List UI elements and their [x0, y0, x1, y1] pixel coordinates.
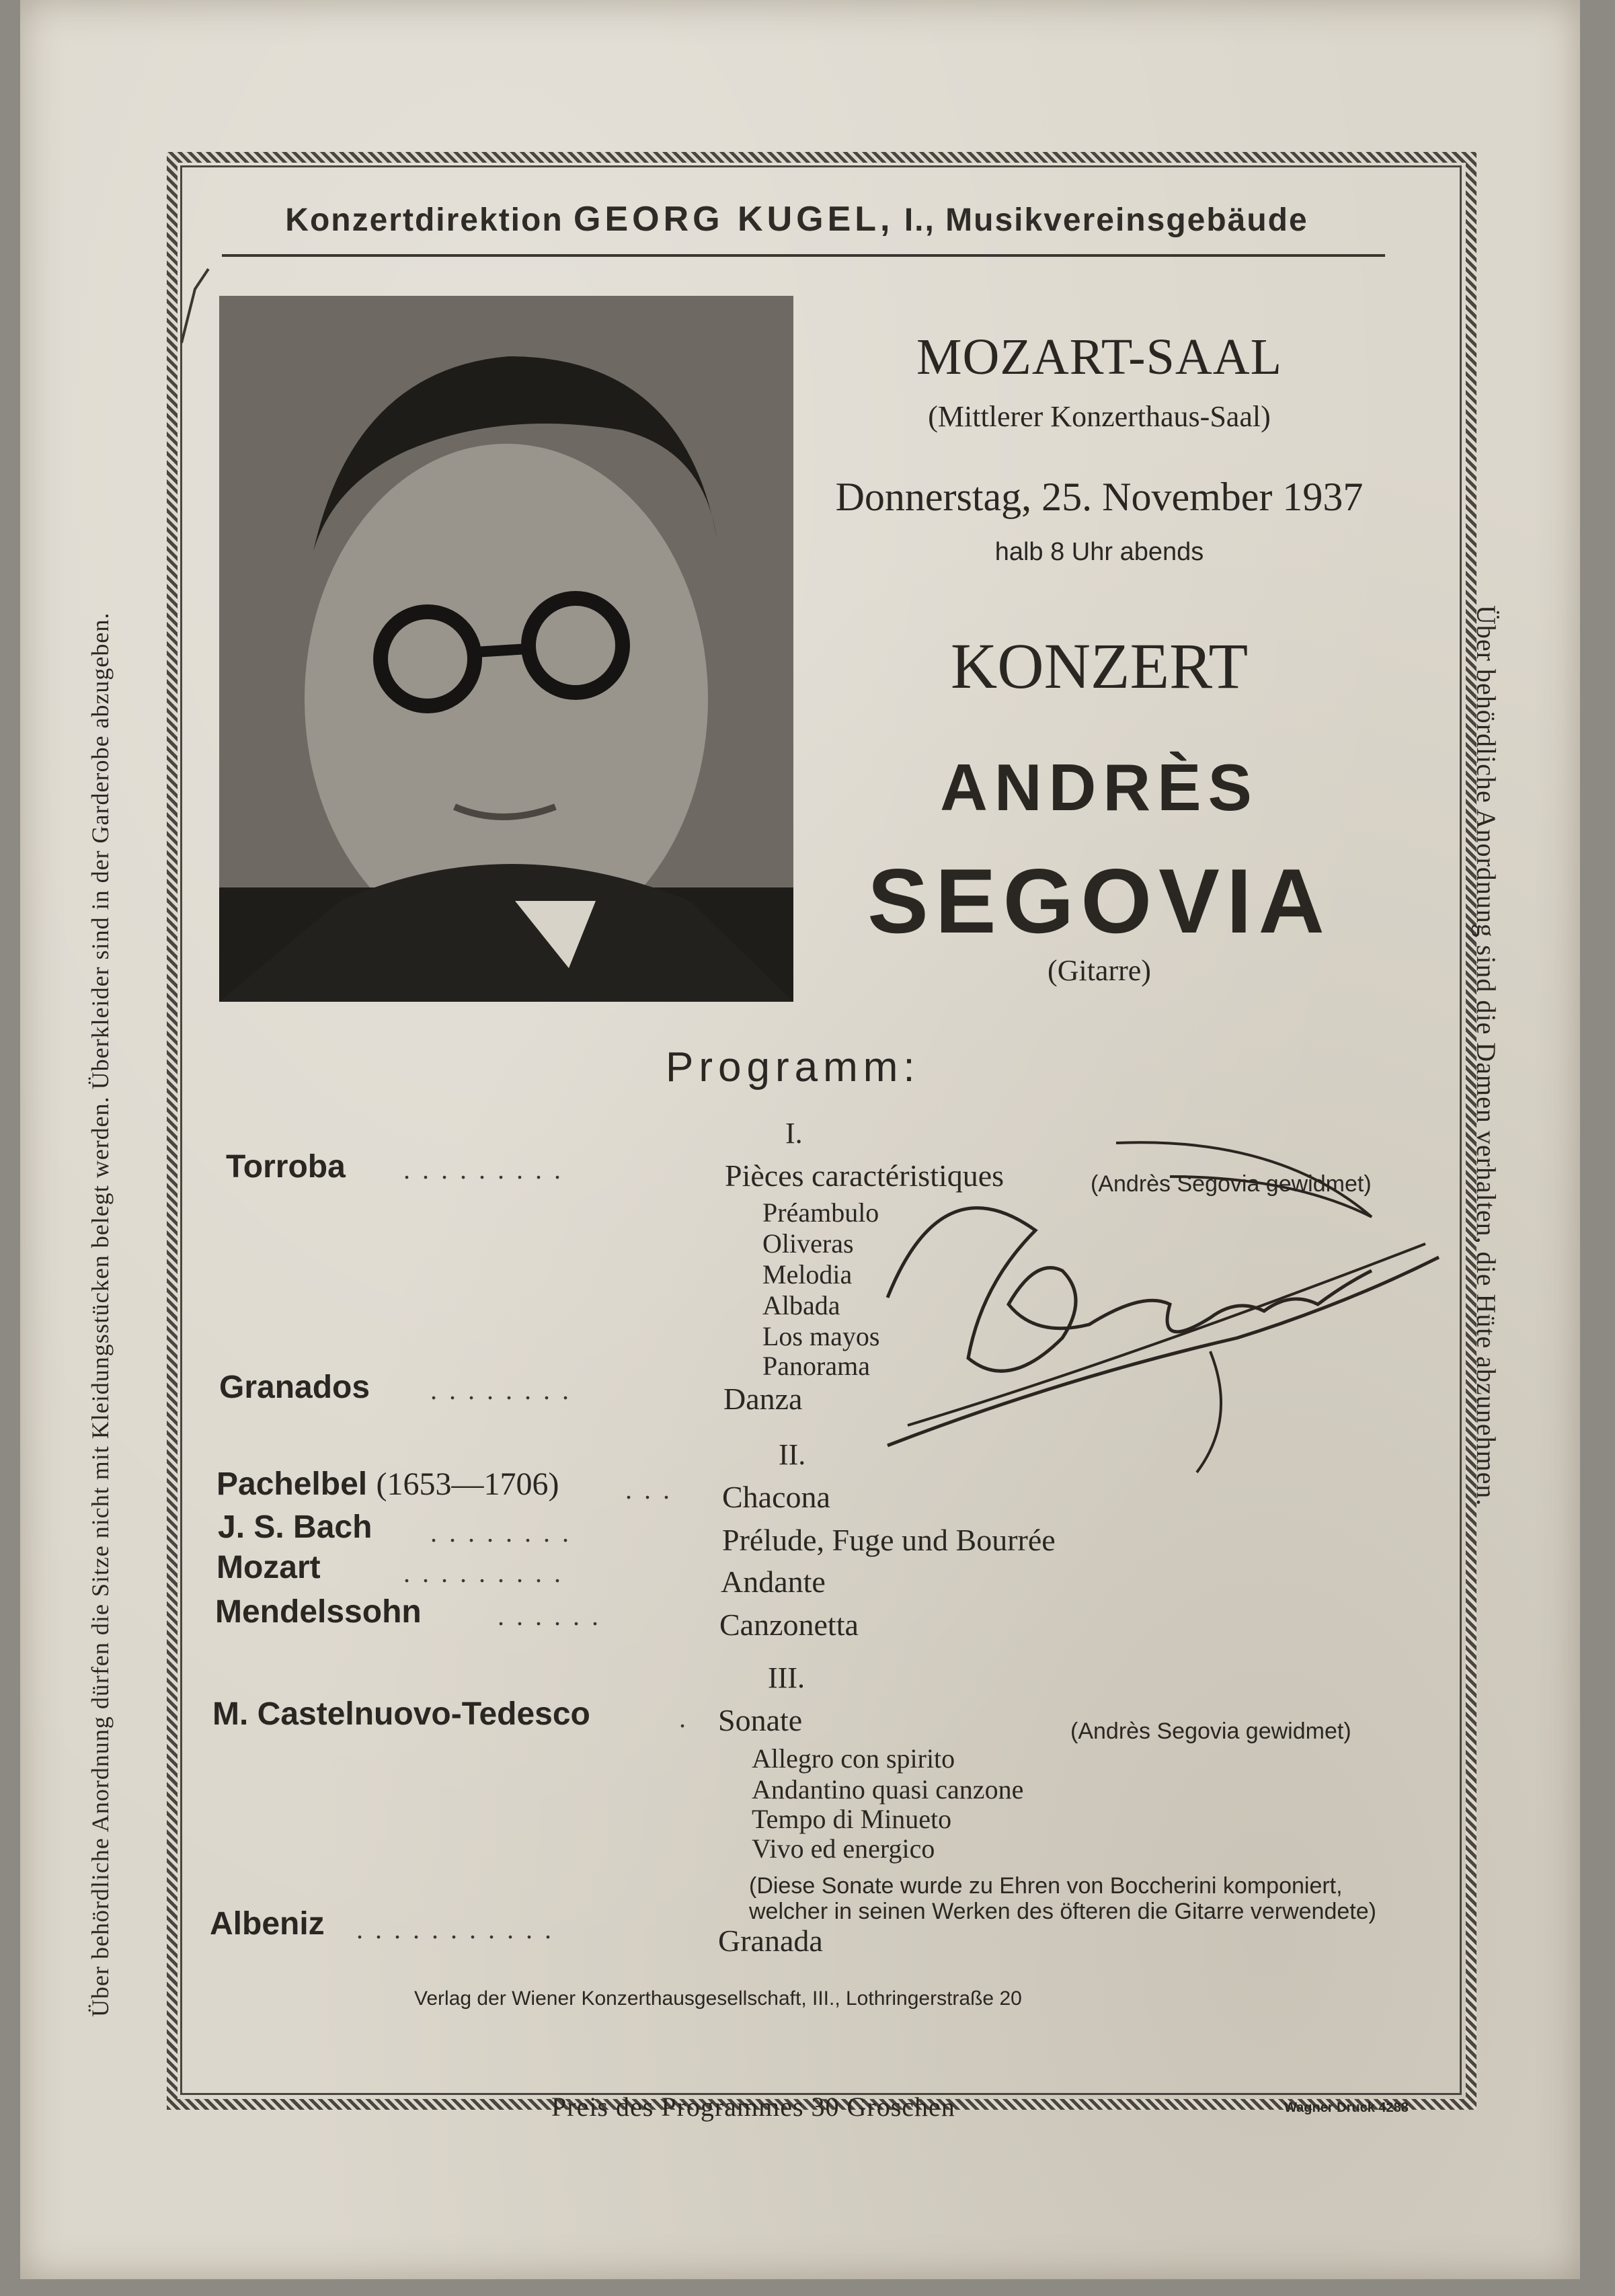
section-numeral-2: II. — [779, 1438, 806, 1471]
autograph-signature — [861, 1136, 1466, 1486]
program-title: Programm: — [666, 1044, 920, 1091]
header-name: GEORG KUGEL, — [574, 200, 894, 239]
movement: Los mayos — [762, 1321, 880, 1351]
header-suffix: I., Musikvereinsgebäude — [904, 202, 1308, 238]
composer-bach: J. S. Bach — [218, 1509, 372, 1545]
venue-name: MOZART-SAAL — [916, 329, 1283, 385]
section-numeral-1: I. — [785, 1117, 803, 1150]
performer-instrument: (Gitarre) — [1048, 954, 1151, 987]
concert-time: halb 8 Uhr abends — [994, 538, 1204, 566]
work-pachelbel: Chacona — [722, 1480, 830, 1514]
movement: Allegro con spirito — [752, 1743, 955, 1774]
composer-pachelbel: Pachelbel (1653—1706) — [216, 1466, 559, 1502]
movement: Vivo ed energico — [752, 1833, 935, 1864]
work-mozart: Andante — [721, 1565, 826, 1599]
header-prefix: Konzertdirektion — [285, 202, 563, 238]
performer-last-name: SEGOVIA — [867, 850, 1331, 952]
movement: Tempo di Minueto — [752, 1804, 952, 1834]
concert-date: Donnerstag, 25. November 1937 — [835, 475, 1364, 519]
event-title: KONZERT — [950, 630, 1249, 702]
printer-mark: Wagner Druck 4288 — [1284, 2100, 1409, 2115]
program-price: Preis des Programmes 30 Groschen — [551, 2092, 955, 2122]
leader-dots: ......... — [403, 1154, 573, 1185]
concert-direction-header — [202, 199, 1392, 239]
work-albeniz: Granada — [718, 1924, 823, 1958]
leader-dots: ... — [625, 1474, 682, 1505]
sonata-note-line1: (Diese Sonate wurde zu Ehren von Boccherini komponiert, — [749, 1873, 1343, 1899]
section-numeral-3: III. — [768, 1661, 805, 1694]
side-notice-right: Über behördliche Anordnung sind die Damen verhalten, die Hüte abzunehmen. — [1471, 605, 1501, 1507]
composer-granados: Granados — [219, 1370, 370, 1405]
work-granados: Danza — [723, 1382, 803, 1416]
leader-dots: ...... — [498, 1601, 610, 1631]
dedication-castelnuovo: (Andrès Segovia gewidmet) — [1070, 1718, 1351, 1744]
performer-photo — [219, 296, 793, 1002]
leader-dots: ........ — [430, 1517, 581, 1548]
composer-castelnuovo: M. Castelnuovo-Tedesco — [212, 1696, 590, 1732]
composer-albeniz: Albeniz — [210, 1906, 325, 1942]
composer-torroba: Torroba — [226, 1149, 346, 1185]
performer-first-name: ANDRÈS — [940, 750, 1259, 824]
work-torroba: Pièces caractéristiques — [725, 1158, 1005, 1193]
header-rule — [222, 254, 1385, 257]
work-bach: Prélude, Fuge und Bourrée — [722, 1523, 1056, 1557]
leader-dots: . — [679, 1703, 698, 1733]
composer-mozart: Mozart — [216, 1550, 321, 1585]
movement: Andantino quasi canzone — [752, 1774, 1024, 1805]
composer-mendelssohn: Mendelssohn — [215, 1594, 422, 1630]
leader-dots: ......... — [403, 1558, 573, 1588]
work-castelnuovo: Sonate — [718, 1703, 803, 1737]
movement: Oliveras — [762, 1228, 854, 1259]
publisher-line: Verlag der Wiener Konzerthausgesellschaft, III., Lothringerstraße 20 — [414, 1987, 1022, 2010]
side-notice-left: Über behördliche Anordnung dürfen die Sitze nicht mit Kleidungsstücken belegt werden. Überkleider sind in der Garderobe abzugeben. — [87, 612, 114, 2017]
dedication-torroba: (Andrès Segovia gewidmet) — [1091, 1171, 1372, 1197]
movement: Albada — [762, 1290, 840, 1320]
leader-dots: ........... — [356, 1914, 563, 1944]
venue-subtitle: (Mittlerer Konzerthaus-Saal) — [928, 400, 1271, 433]
leader-dots: ........ — [430, 1375, 581, 1405]
movement: Préambulo — [762, 1197, 879, 1228]
sonata-note-line2: welcher in seinen Werken des öfteren die Gitarre verwendete) — [749, 1899, 1376, 1924]
pencil-mark-icon — [168, 262, 222, 370]
movement: Melodia — [762, 1259, 853, 1290]
movement: Panorama — [762, 1351, 870, 1381]
work-mendelssohn: Canzonetta — [719, 1608, 859, 1642]
